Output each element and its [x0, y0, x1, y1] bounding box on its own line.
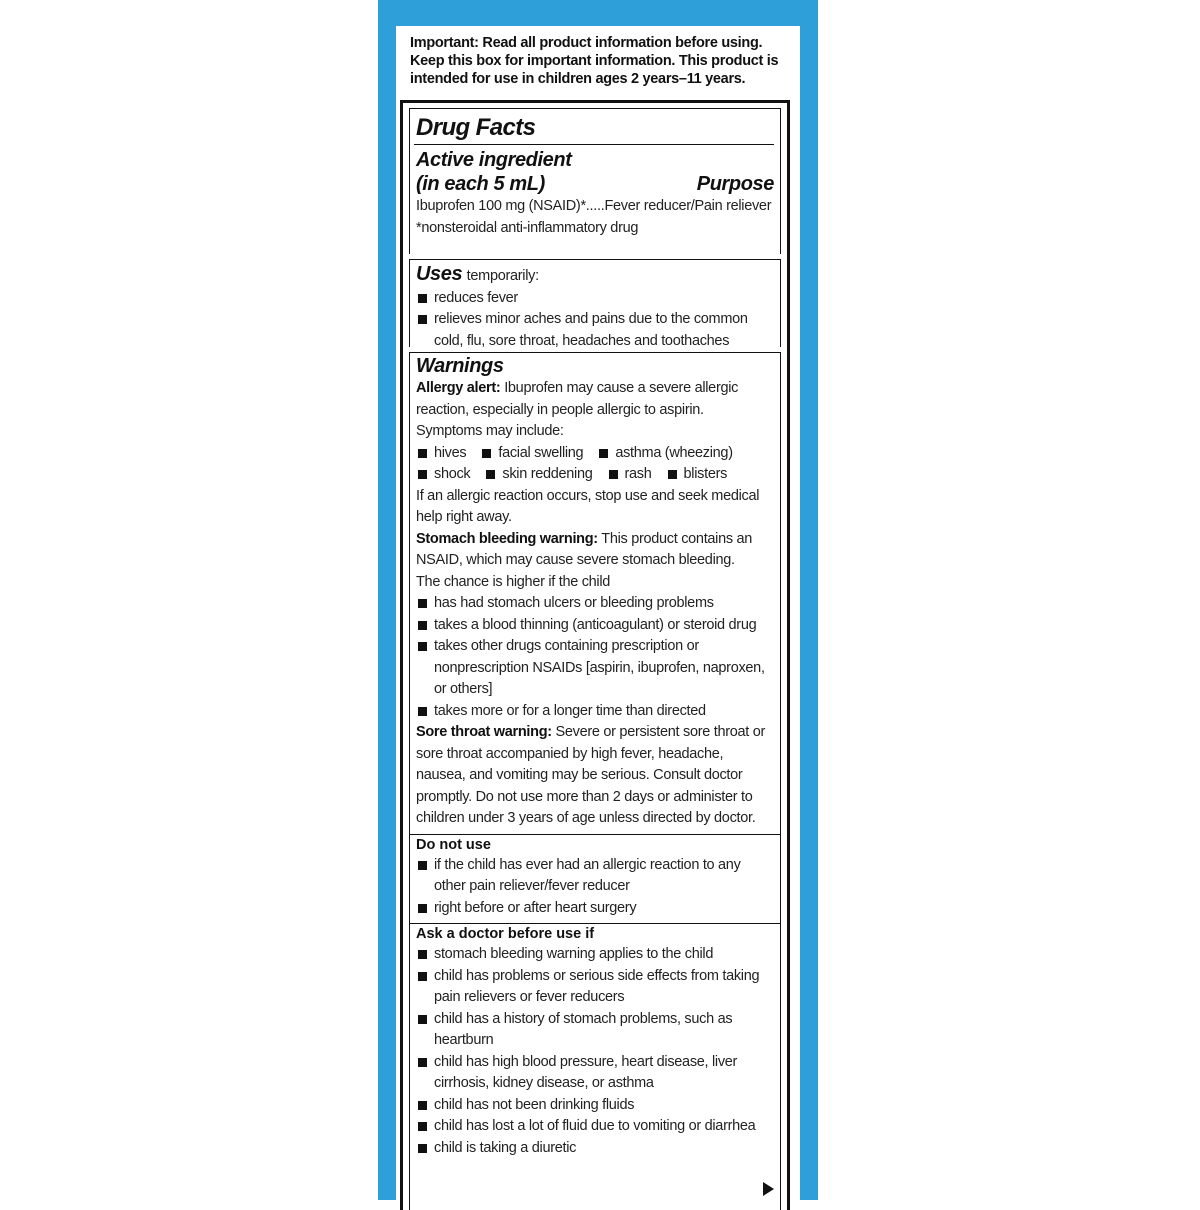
active-ingredient-subheading: (in each 5 mL): [416, 173, 545, 195]
bullet-square-icon: [418, 1058, 427, 1067]
footnote: *nonsteroidal anti-inflammatory drug: [416, 219, 639, 236]
bullet-square-icon: [418, 904, 427, 913]
list-item: child has a history of stomach problems, such as heartburn: [416, 1009, 774, 1052]
bullet-square-icon: [418, 315, 427, 324]
active-ingredient-section: [409, 108, 781, 254]
list-item: reduces fever: [416, 288, 774, 310]
bullet-square-icon: [668, 470, 677, 479]
bullet-square-icon: [599, 449, 608, 458]
chance-intro: The chance is higher if the child: [416, 573, 611, 590]
bullet-square-icon: [482, 449, 491, 458]
bullet-square-icon: [418, 449, 427, 458]
do-not-use-heading: Do not use: [416, 836, 491, 853]
list-item: relieves minor aches and pains due to the common cold, flu, sore throat, headaches and toothaches: [416, 309, 774, 352]
uses-section: [409, 259, 781, 347]
bullet-square-icon: [418, 972, 427, 981]
continue-arrow-icon: [763, 1182, 774, 1196]
symptoms-intro: Symptoms may include:: [416, 423, 564, 439]
warnings-section: [409, 352, 781, 1210]
bullet-square-icon: [418, 642, 427, 651]
important-notice: Important: Read all product information before using. Keep this box for important information. This product is intended for use in children ages 2 years–11 years.: [410, 35, 779, 87]
drug-facts-title: Drug Facts: [416, 114, 536, 141]
list-item: child is taking a diuretic: [416, 1138, 774, 1160]
list-item: child has high blood pressure, heart disease, liver cirrhosis, kidney disease, or asthma: [416, 1052, 774, 1095]
active-ingredient-heading: Active ingredient: [416, 149, 572, 171]
list-item: has had stomach ulcers or bleeding problems: [416, 593, 774, 615]
list-item: child has lost a lot of fluid due to vomiting or diarrhea: [416, 1116, 774, 1138]
list-item: takes other drugs containing prescription or nonprescription NSAIDs [aspirin, ibuprofen, naproxen, or others]: [416, 636, 774, 701]
ask-doctor-heading: Ask a doctor before use if: [416, 926, 595, 942]
uses-intro: temporarily:: [466, 268, 539, 284]
drug-facts-box: [400, 100, 790, 1210]
bullet-square-icon: [418, 599, 427, 608]
bullet-square-icon: [418, 1144, 427, 1153]
list-item: takes a blood thinning (anticoagulant) or steroid drug: [416, 615, 774, 637]
list-item: right before or after heart surgery: [416, 898, 774, 920]
bullet-square-icon: [418, 1015, 427, 1024]
stomach-bleeding-warning: Stomach bleeding warning: This product contains an NSAID, which may cause severe stomach bleeding.: [416, 530, 753, 568]
allergy-after: If an allergic reaction occurs, stop use and seek medical help right away.: [416, 487, 760, 525]
bullet-square-icon: [418, 1122, 427, 1131]
uses-heading: Uses: [416, 263, 463, 285]
list-item: stomach bleeding warning applies to the child: [416, 944, 774, 966]
label-panel: [396, 26, 800, 1200]
bullet-square-icon: [418, 470, 427, 479]
allergy-alert: Allergy alert: Ibuprofen may cause a severe allergic reaction, especially in people allergic to aspirin.: [416, 380, 739, 418]
bullet-square-icon: [609, 470, 618, 479]
bullet-square-icon: [418, 294, 427, 303]
list-item: if the child has ever had an allergic reaction to any other pain reliever/fever reducer: [416, 855, 774, 898]
bullet-square-icon: [418, 950, 427, 959]
symptoms-row-1: hives facial swelling asthma (wheezing): [416, 443, 774, 465]
bullet-square-icon: [486, 470, 495, 479]
sore-throat-warning: Sore throat warning: Severe or persistent sore throat or sore throat accompanied by high fever, headache, nausea, and vomiting may be serious. Consult doctor promptly. Do not use more than 2 days or administer to children under 3 years of age unless directed by doctor.: [416, 724, 766, 826]
bullet-square-icon: [418, 861, 427, 870]
bullet-square-icon: [418, 707, 427, 716]
list-item: child has not been drinking fluids: [416, 1095, 774, 1117]
list-item: takes more or for a longer time than directed: [416, 701, 774, 723]
ingredient-line: Ibuprofen 100 mg (NSAID)*.....Fever reducer/Pain reliever: [416, 198, 772, 214]
symptoms-row-2: shock skin reddening rash blisters: [416, 464, 774, 486]
warnings-heading: Warnings: [416, 355, 504, 377]
bullet-square-icon: [418, 621, 427, 630]
list-item: child has problems or serious side effects from taking pain relievers or fever reducers: [416, 966, 774, 1009]
bullet-square-icon: [418, 1101, 427, 1110]
purpose-heading: Purpose: [696, 173, 774, 195]
